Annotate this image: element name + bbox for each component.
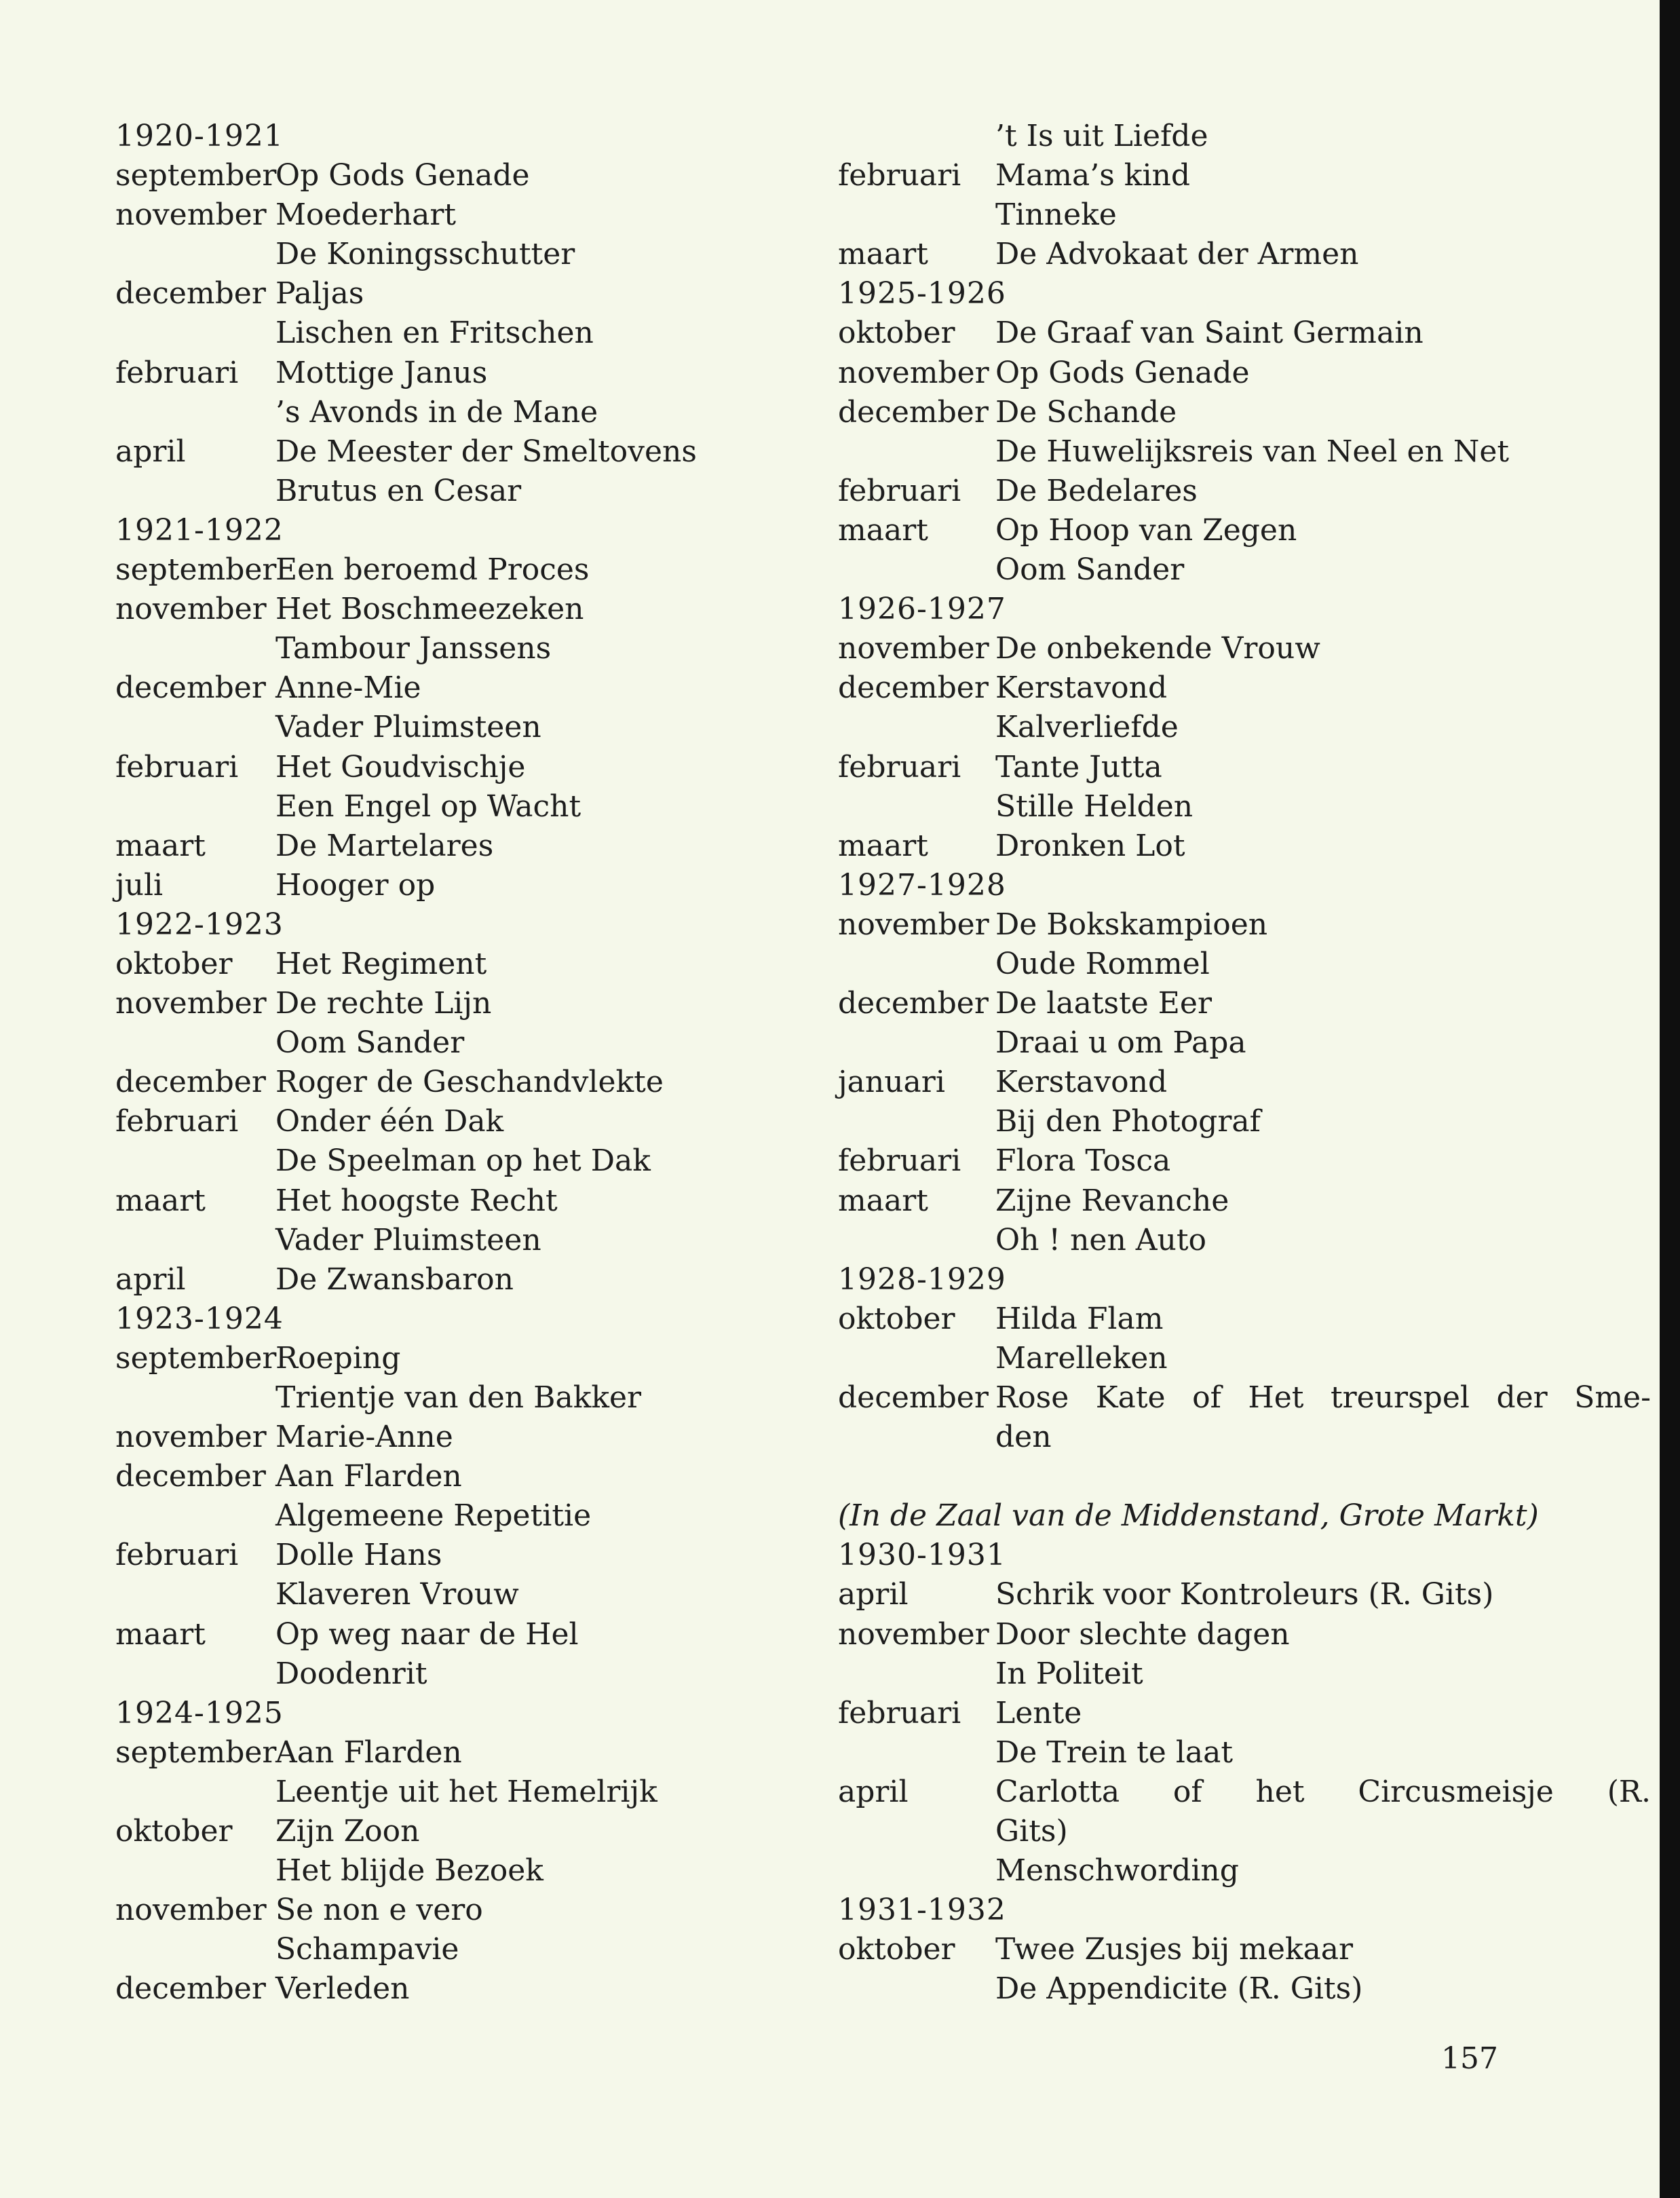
play-title: Op weg naar de Hel (275, 1616, 579, 1652)
performance-entry (838, 748, 1503, 787)
play-title: De Appendicite (R. Gits) (995, 1971, 1363, 2007)
play-title: Brutus en Cesar (275, 473, 522, 508)
month-label: februari (115, 1104, 239, 1139)
performance-entry (115, 1812, 794, 1851)
play-title: De Graaf van Saint Germain (995, 316, 1424, 351)
performance-entry (115, 1063, 794, 1102)
month-label: maart (115, 1183, 206, 1218)
season-heading (115, 511, 794, 550)
title-word: Carlotta (995, 1774, 1120, 1809)
title-word: (R. (1607, 1774, 1651, 1809)
season-label: 1920-1921 (115, 119, 284, 153)
performance-entry (115, 1536, 794, 1575)
play-title: Stille Helden (995, 789, 1194, 824)
performance-entry (838, 629, 1503, 668)
performance-entry (838, 1063, 1503, 1102)
performance-entry (838, 117, 1503, 156)
performance-entry (115, 866, 794, 905)
month-label: december (115, 1971, 266, 2007)
play-title: De Bedelares (995, 473, 1198, 508)
month-label: februari (115, 749, 239, 784)
play-title: Tante Jutta (995, 749, 1162, 784)
play-title: De Trein te laat (995, 1735, 1234, 1770)
play-title: Vader Pluimsteen (275, 1222, 541, 1257)
play-title: De rechte Lijn (275, 986, 492, 1021)
play-title: Hilda Flam (995, 1301, 1164, 1336)
performance-entry (838, 1221, 1503, 1260)
month-label: oktober (838, 316, 955, 351)
performance-entry (115, 1930, 794, 1969)
play-title: De Koningsschutter (275, 237, 575, 272)
month-label: april (115, 434, 186, 469)
month-label: februari (838, 158, 961, 193)
title-word: Rose (995, 1380, 1069, 1415)
play-title: Anne-Mie (275, 670, 421, 706)
month-label: november (838, 1616, 989, 1652)
play-title: Schampavie (275, 1932, 459, 1967)
performance-entry (838, 1181, 1503, 1221)
season-label: 1928-1929 (838, 1262, 1006, 1297)
performance-entry (115, 156, 794, 195)
play-title: Het Boschmeezeken (275, 592, 584, 627)
performance-entry (838, 787, 1503, 827)
season-label: 1924-1925 (115, 1695, 284, 1730)
season-label: 1925-1926 (838, 276, 1006, 311)
performance-entry (838, 708, 1503, 747)
play-title (995, 1773, 1651, 1812)
performance-entry (115, 787, 794, 827)
performance-entry (115, 1733, 794, 1773)
play-title: ’s Avonds in de Mane (275, 394, 598, 430)
performance-entry (115, 629, 794, 668)
month-label: januari (838, 1065, 945, 1100)
venue-text: (In de Zaal van de Middenstand, Grote Markt) (838, 1498, 1539, 1534)
performance-entry (115, 274, 794, 314)
repertoire-column-left (115, 117, 794, 2009)
play-title: Het Goudvischje (275, 749, 526, 784)
play-title: Zijne Revanche (995, 1183, 1229, 1218)
performance-entry (115, 1891, 794, 1930)
month-label: april (115, 1262, 186, 1297)
play-title: Kerstavond (995, 1065, 1168, 1100)
play-title: De Schande (995, 394, 1177, 430)
performance-entry (115, 1181, 794, 1221)
season-heading (115, 1694, 794, 1733)
play-title: Zijn Zoon (275, 1814, 420, 1849)
month-label: oktober (838, 1932, 955, 1967)
performance-entry (115, 1851, 794, 1891)
performance-entry (838, 314, 1503, 353)
performance-entry (838, 1615, 1503, 1654)
play-title: In Politeit (995, 1656, 1143, 1691)
play-title: Op Gods Genade (275, 158, 530, 193)
month-label: december (838, 394, 989, 430)
performance-entry (838, 668, 1503, 708)
performance-entry (115, 195, 794, 235)
play-title: De onbekende Vrouw (995, 631, 1320, 666)
month-label: maart (115, 1616, 206, 1652)
performance-entry (838, 1969, 1503, 2009)
performance-entry (115, 1575, 794, 1614)
month-label: juli (115, 867, 164, 903)
play-title: Het hoogste Recht (275, 1183, 558, 1218)
play-title: Mama’s kind (995, 158, 1191, 193)
play-title: Doodenrit (275, 1656, 427, 1691)
play-title: De laatste Eer (995, 986, 1212, 1021)
performance-entry (115, 1457, 794, 1496)
play-title: Schrik voor Kontroleurs (R. Gits) (995, 1577, 1494, 1612)
performance-entry (838, 1378, 1651, 1418)
performance-entry (838, 1102, 1503, 1141)
play-title: Op Hoop van Zegen (995, 512, 1297, 548)
month-label: oktober (838, 1301, 955, 1336)
month-label: november (115, 986, 267, 1021)
month-label: november (115, 197, 267, 233)
play-title: Moederhart (275, 197, 457, 233)
play-title: Aan Flarden (275, 1735, 462, 1770)
performance-entry (115, 1615, 794, 1654)
play-title: Door slechte dagen (995, 1616, 1290, 1652)
play-title: Roger de Geschandvlekte (275, 1065, 664, 1100)
performance-entry (838, 156, 1503, 195)
performance-entry (115, 354, 794, 393)
performance-entry (115, 590, 794, 629)
venue-note (838, 1496, 1539, 1536)
performance-entry (838, 1851, 1503, 1891)
season-heading (838, 1536, 1503, 1575)
play-title: den (995, 1420, 1052, 1455)
play-title: Op Gods Genade (995, 355, 1250, 390)
season-heading (115, 117, 794, 156)
play-title: De Zwansbaron (275, 1262, 514, 1297)
performance-entry (838, 1773, 1651, 1812)
play-title: Kalverliefde (995, 710, 1179, 745)
play-title: Marie-Anne (275, 1420, 453, 1455)
performance-entry (838, 905, 1503, 945)
performance-entry (115, 945, 794, 984)
season-heading (115, 1300, 794, 1339)
performance-entry (115, 1141, 794, 1181)
season-heading (115, 905, 794, 945)
month-label: februari (838, 1695, 961, 1730)
play-title: De Meester der Smeltovens (275, 434, 697, 469)
title-word: of (1172, 1774, 1202, 1809)
month-label: september (115, 1735, 277, 1770)
performance-entry (838, 1654, 1503, 1694)
play-title: Twee Zusjes bij mekaar (995, 1932, 1354, 1967)
month-label: maart (838, 828, 928, 863)
title-word: der (1496, 1380, 1548, 1415)
month-label: april (838, 1774, 909, 1809)
performance-entry (838, 393, 1503, 432)
performance-entry (838, 472, 1503, 511)
month-label: november (115, 1893, 267, 1928)
month-label: februari (115, 355, 239, 390)
title-word: Het (1248, 1380, 1304, 1415)
play-title: Gits) (995, 1814, 1068, 1849)
performance-entry (115, 1496, 794, 1536)
play-title: Aan Flarden (275, 1459, 462, 1494)
performance-entry (115, 668, 794, 708)
performance-entry (838, 1575, 1503, 1614)
season-label: 1922-1923 (115, 907, 284, 942)
performance-entry (115, 393, 794, 432)
month-label: december (838, 1380, 989, 1415)
performance-entry (838, 1418, 1503, 1457)
month-label: november (115, 592, 267, 627)
title-word: Sme- (1574, 1380, 1651, 1415)
month-label: november (838, 355, 989, 390)
performance-entry (115, 748, 794, 787)
play-title: Tambour Janssens (275, 631, 552, 666)
performance-entry (115, 1418, 794, 1457)
performance-entry (115, 1221, 794, 1260)
play-title: Roeping (275, 1340, 401, 1376)
play-title: Oh ! nen Auto (995, 1222, 1207, 1257)
month-label: december (115, 276, 266, 311)
performance-entry (115, 1102, 794, 1141)
performance-entry (838, 511, 1503, 550)
play-title: Lischen en Fritschen (275, 316, 594, 351)
play-title: Paljas (275, 276, 364, 311)
play-title: Hooger op (275, 867, 436, 903)
performance-entry (838, 354, 1503, 393)
play-title: Algemeene Repetitie (275, 1498, 592, 1534)
performance-entry (838, 1694, 1503, 1733)
play-title: Onder één Dak (275, 1104, 504, 1139)
performance-entry (115, 1378, 794, 1418)
performance-entry (838, 1339, 1503, 1378)
title-word: Kate (1095, 1380, 1166, 1415)
month-label: december (115, 1459, 266, 1494)
season-label: 1921-1922 (115, 512, 284, 548)
performance-entry (838, 1023, 1503, 1063)
title-word: Circusmeisje (1358, 1774, 1554, 1809)
performance-entry (838, 195, 1503, 235)
performance-entry (838, 432, 1510, 472)
play-title: Het blijde Bezoek (275, 1853, 543, 1889)
month-label: december (115, 1065, 266, 1100)
month-label: november (115, 1420, 267, 1455)
month-label: februari (838, 1143, 961, 1179)
play-title: Het Regiment (275, 946, 487, 981)
season-label: 1927-1928 (838, 867, 1006, 903)
performance-entry (115, 1969, 794, 2009)
season-heading (838, 590, 1503, 629)
month-label: oktober (115, 1814, 233, 1849)
play-title: Marelleken (995, 1340, 1168, 1376)
play-title: Oom Sander (275, 1025, 465, 1061)
performance-entry (115, 235, 794, 274)
month-label: maart (838, 512, 928, 548)
play-title: Mottige Janus (275, 355, 488, 390)
performance-entry (115, 1773, 794, 1812)
season-label: 1923-1924 (115, 1301, 284, 1336)
performance-entry (115, 827, 794, 866)
month-label: september (115, 1340, 277, 1376)
play-title: Lente (995, 1695, 1082, 1730)
month-label: februari (115, 1538, 239, 1573)
play-title: Kerstavond (995, 670, 1168, 706)
performance-entry (838, 1141, 1503, 1181)
month-label: april (838, 1577, 909, 1612)
performance-entry (838, 1812, 1503, 1851)
play-title: Menschwording (995, 1853, 1239, 1889)
play-title: De Huwelijksreis van Neel en Net (995, 434, 1510, 469)
play-title: Dronken Lot (995, 828, 1185, 863)
performance-entry (115, 1339, 794, 1378)
scan-edge-strip (1660, 0, 1680, 2198)
performance-entry (115, 1654, 794, 1694)
performance-entry (115, 550, 794, 590)
month-label: maart (838, 1183, 928, 1218)
season-label: 1930-1931 (838, 1538, 1006, 1573)
repertoire-column-right (838, 117, 1651, 2009)
performance-entry (115, 1260, 794, 1300)
play-title: Klaveren Vrouw (275, 1577, 519, 1612)
title-word: of (1192, 1380, 1221, 1415)
month-label: september (115, 158, 277, 193)
month-label: november (838, 631, 989, 666)
play-title: De Advokaat der Armen (995, 237, 1359, 272)
play-title: De Martelares (275, 828, 494, 863)
season-label: 1931-1932 (838, 1893, 1006, 1928)
play-title: De Speelman op het Dak (275, 1143, 651, 1179)
blank-line (838, 1457, 1503, 1496)
performance-entry (838, 235, 1503, 274)
performance-entry (115, 708, 794, 747)
play-title: Trientje van den Bakker (275, 1380, 642, 1415)
play-title: Tinneke (995, 197, 1117, 233)
season-heading (838, 274, 1503, 314)
play-title: Leentje uit het Hemelrijk (275, 1774, 657, 1809)
play-title: Dolle Hans (275, 1538, 442, 1573)
performance-entry (115, 472, 794, 511)
play-title: ’t Is uit Liefde (995, 119, 1208, 153)
performance-entry (115, 1023, 794, 1063)
play-title: Een beroemd Proces (275, 552, 590, 588)
play-title: Draai u om Papa (995, 1025, 1246, 1061)
performance-entry (115, 432, 794, 472)
performance-entry (838, 550, 1503, 590)
performance-entry (115, 314, 794, 353)
performance-entry (838, 984, 1503, 1023)
play-title: Vader Pluimsteen (275, 710, 541, 745)
play-title (995, 1378, 1651, 1418)
month-label: december (115, 670, 266, 706)
month-label: oktober (115, 946, 233, 981)
performance-entry (838, 1733, 1503, 1773)
performance-entry (838, 1930, 1503, 1969)
season-heading (838, 866, 1503, 905)
month-label: december (838, 986, 989, 1021)
play-title: Se non e vero (275, 1893, 483, 1928)
month-label: september (115, 552, 277, 588)
month-label: februari (838, 749, 961, 784)
play-title: Verleden (275, 1971, 410, 2007)
play-title: De Bokskampioen (995, 907, 1268, 942)
performance-entry (838, 945, 1503, 984)
season-heading (838, 1260, 1503, 1300)
season-label: 1926-1927 (838, 592, 1006, 627)
play-title: Een Engel op Wacht (275, 789, 581, 824)
month-label: februari (838, 473, 961, 508)
title-word: het (1255, 1774, 1305, 1809)
performance-entry (838, 827, 1503, 866)
play-title: Oude Rommel (995, 946, 1210, 981)
month-label: maart (115, 828, 206, 863)
play-title: Bij den Photograf (995, 1104, 1261, 1139)
page-number: 157 (1441, 2041, 1498, 2076)
play-title: Oom Sander (995, 552, 1185, 588)
month-label: december (838, 670, 989, 706)
play-title: Flora Tosca (995, 1143, 1171, 1179)
performance-entry (838, 1300, 1503, 1339)
season-heading (838, 1891, 1503, 1930)
month-label: november (838, 907, 989, 942)
title-word: treurspel (1330, 1380, 1470, 1415)
performance-entry (115, 984, 794, 1023)
month-label: maart (838, 237, 928, 272)
